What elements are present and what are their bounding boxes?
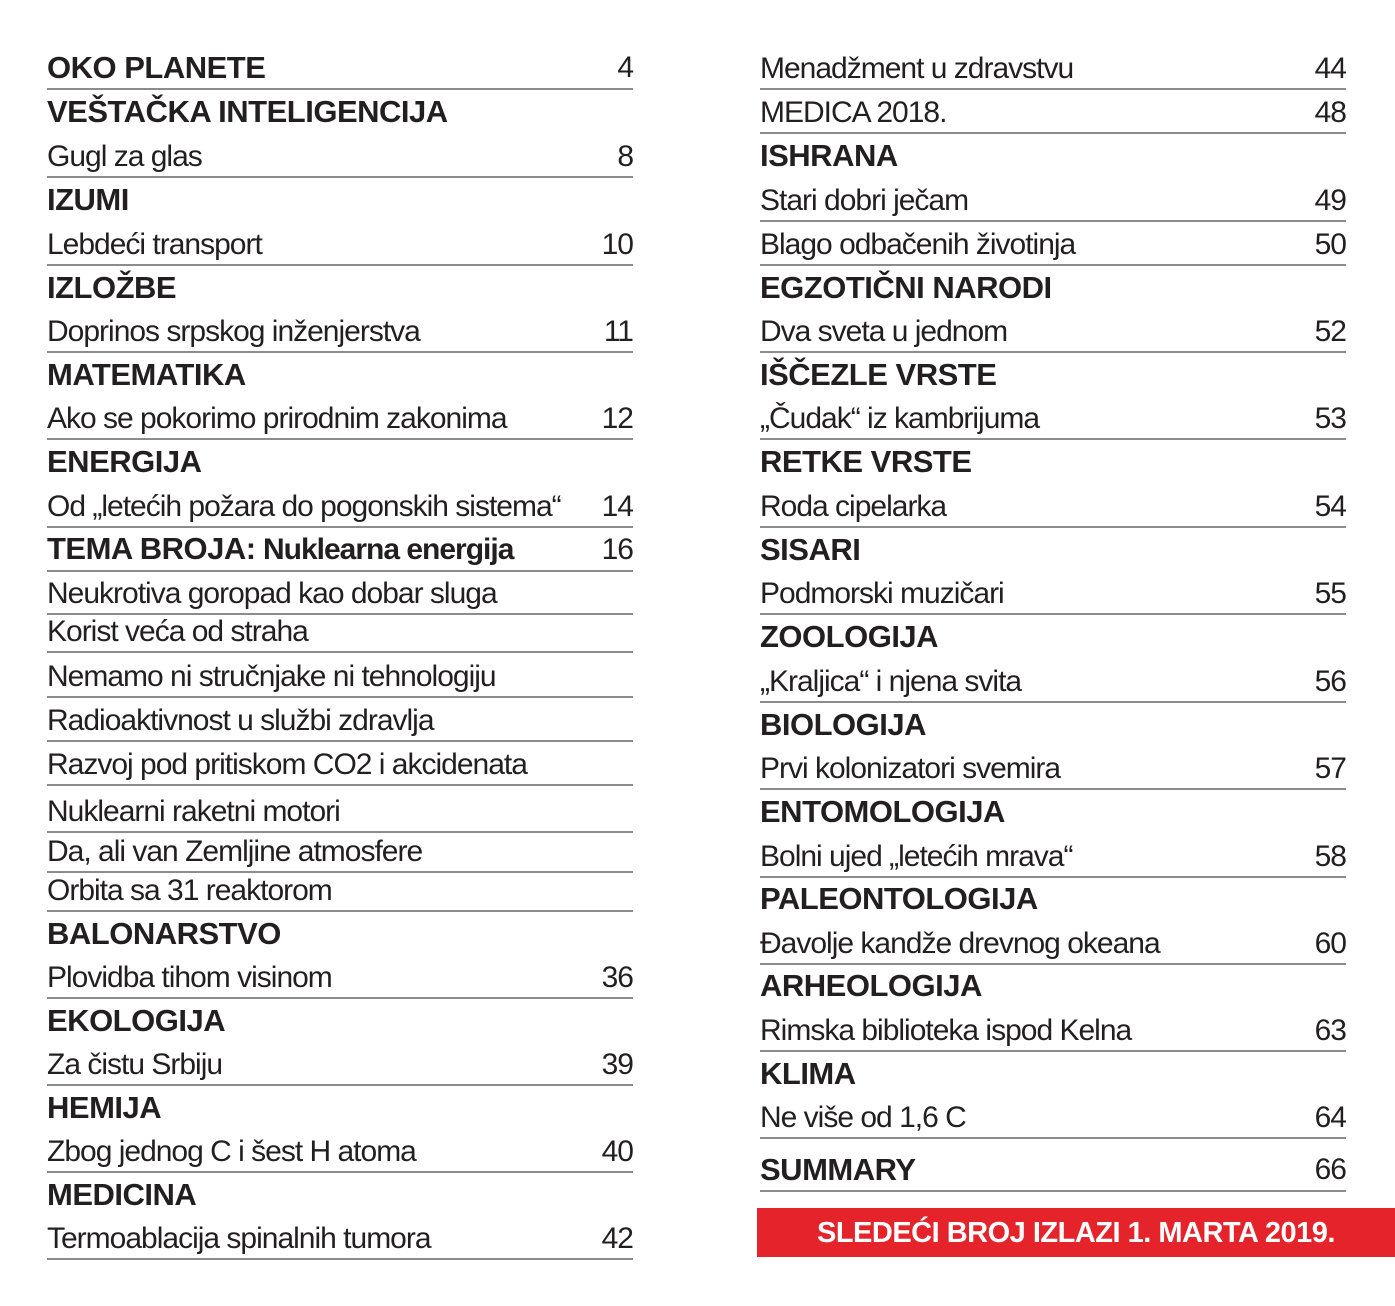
toc-entry-row bbox=[47, 868, 633, 912]
toc-entry-row bbox=[47, 654, 633, 698]
title-text: ENTOMOLOGIJA bbox=[760, 794, 1005, 829]
toc-entry-row bbox=[760, 46, 1346, 90]
page-number: 8 bbox=[617, 140, 633, 173]
toc-section-row bbox=[760, 528, 1346, 572]
page-number: 57 bbox=[1314, 752, 1346, 785]
toc-entry-row bbox=[47, 396, 633, 440]
article-title bbox=[760, 754, 1060, 784]
section-heading bbox=[760, 796, 1005, 827]
toc-section-row bbox=[760, 615, 1346, 659]
title-text: RETKE VRSTE bbox=[760, 444, 972, 479]
toc-section-row bbox=[47, 1173, 633, 1217]
toc-entry-row bbox=[760, 659, 1346, 703]
section-heading bbox=[47, 52, 265, 83]
title-text: OKO PLANETE bbox=[47, 50, 266, 85]
section-subtitle: Nuklearna energija bbox=[255, 533, 514, 566]
toc-entry-row bbox=[47, 955, 633, 999]
page-number: 36 bbox=[601, 961, 633, 994]
section-heading bbox=[47, 533, 513, 565]
title-text: Od „letećih požara do pogonskih sistema“ bbox=[47, 490, 561, 523]
title-text: Roda cipelarka bbox=[760, 490, 947, 523]
title-text: ISHRANA bbox=[760, 138, 898, 173]
toc-section-row bbox=[760, 703, 1346, 747]
toc-entry-row bbox=[47, 1042, 633, 1086]
title-text: Radioaktivnost u službi zdravlja bbox=[47, 704, 434, 737]
section-heading bbox=[47, 1005, 225, 1036]
toc-entry-row bbox=[760, 309, 1346, 353]
toc-entry-row bbox=[47, 829, 633, 873]
toc-entry-row bbox=[47, 484, 633, 528]
title-text: Za čistu Srbiju bbox=[47, 1048, 223, 1081]
article-title bbox=[47, 617, 308, 647]
title-text: „Čudak“ iz kambrijuma bbox=[760, 402, 1040, 435]
title-text: Nuklearni raketni motori bbox=[47, 795, 340, 828]
title-text: TEMA BROJA: bbox=[47, 531, 256, 566]
toc-section-row bbox=[760, 877, 1346, 921]
toc-entry-row bbox=[47, 309, 633, 353]
toc-section-row bbox=[47, 46, 633, 90]
toc-section-row bbox=[760, 440, 1346, 484]
title-text: KLIMA bbox=[760, 1056, 856, 1091]
page-number: 39 bbox=[601, 1048, 633, 1081]
title-text: IZUMI bbox=[47, 182, 129, 217]
title-text: BIOLOGIJA bbox=[760, 707, 927, 742]
toc-entry-row bbox=[760, 178, 1346, 222]
toc-entry-row bbox=[760, 90, 1346, 134]
title-text: HEMIJA bbox=[47, 1090, 162, 1125]
page-number: 56 bbox=[1314, 665, 1346, 698]
page-number: 48 bbox=[1314, 96, 1346, 129]
title-text: Prvi kolonizatori svemira bbox=[760, 752, 1061, 785]
title-text: Rimska biblioteka ispod Kelna bbox=[760, 1014, 1132, 1047]
page-number: 53 bbox=[1314, 402, 1346, 435]
article-title bbox=[47, 230, 262, 260]
title-text: ARHEOLOGIJA bbox=[760, 968, 982, 1003]
toc-entry-row bbox=[47, 698, 633, 742]
toc-entry-row bbox=[47, 1129, 633, 1173]
article-title bbox=[47, 797, 340, 827]
toc-entry-row bbox=[760, 396, 1346, 440]
toc-section-row bbox=[760, 790, 1346, 834]
toc-entry-row bbox=[760, 484, 1346, 528]
article-title bbox=[760, 1103, 966, 1133]
toc-section-row bbox=[760, 353, 1346, 397]
article-title bbox=[760, 186, 968, 216]
page-number: 44 bbox=[1314, 52, 1346, 85]
article-title bbox=[47, 963, 332, 993]
toc-section-row bbox=[47, 440, 633, 484]
toc-section-row bbox=[47, 353, 633, 397]
section-heading bbox=[47, 1092, 161, 1123]
section-heading bbox=[760, 534, 860, 565]
toc-section-row bbox=[760, 964, 1346, 1008]
toc-section-row bbox=[47, 266, 633, 310]
toc-section-row bbox=[47, 528, 633, 572]
title-text: SISARI bbox=[760, 532, 861, 567]
toc-section-row bbox=[760, 1148, 1346, 1192]
article-title bbox=[47, 1137, 416, 1167]
page-number: 42 bbox=[601, 1222, 633, 1255]
article-title bbox=[760, 667, 1021, 697]
toc-section-row bbox=[47, 1086, 633, 1130]
toc-entry-row bbox=[760, 1008, 1346, 1052]
page-number: 60 bbox=[1314, 927, 1346, 960]
toc-entry-row bbox=[760, 746, 1346, 790]
section-heading bbox=[760, 272, 1052, 303]
title-text: ENERGIJA bbox=[47, 444, 202, 479]
article-title bbox=[47, 142, 202, 172]
title-text: SUMMARY bbox=[760, 1152, 916, 1187]
toc-entry-row bbox=[47, 742, 633, 786]
title-text: Lebdeći transport bbox=[47, 228, 262, 261]
toc-entry-row bbox=[760, 222, 1346, 266]
toc-entry-row bbox=[760, 921, 1346, 965]
toc-entry-row bbox=[47, 789, 633, 833]
title-text: MATEMATIKA bbox=[47, 357, 246, 392]
article-title bbox=[47, 404, 507, 434]
page-number: 49 bbox=[1314, 184, 1346, 217]
title-text: BALONARSTVO bbox=[47, 916, 281, 951]
section-heading bbox=[760, 446, 972, 477]
title-text: PALEONTOLOGIJA bbox=[760, 881, 1038, 916]
section-heading bbox=[47, 96, 448, 127]
title-text: Da, ali van Zemljine atmosfere bbox=[47, 835, 423, 868]
toc-section-row bbox=[47, 999, 633, 1043]
page-number: 16 bbox=[601, 533, 633, 566]
section-heading bbox=[47, 1179, 196, 1210]
page-number: 54 bbox=[1314, 490, 1346, 523]
page-number: 50 bbox=[1314, 228, 1346, 261]
title-text: Blago odbačenih životinja bbox=[760, 228, 1076, 261]
page-number: 14 bbox=[601, 490, 633, 523]
title-text: Stari dobri ječam bbox=[760, 184, 969, 217]
page-number: 64 bbox=[1314, 1101, 1346, 1134]
toc-entry-row bbox=[760, 834, 1346, 878]
toc-section-row bbox=[760, 1052, 1346, 1096]
toc-entry-row bbox=[47, 609, 633, 653]
title-text: IZLOŽBE bbox=[47, 270, 177, 305]
page-number: 66 bbox=[1314, 1153, 1346, 1186]
page-number: 52 bbox=[1314, 315, 1346, 348]
article-title bbox=[47, 1224, 431, 1254]
title-text: Gugl za glas bbox=[47, 140, 202, 173]
article-title bbox=[47, 492, 561, 522]
toc-entry-row bbox=[760, 571, 1346, 615]
article-title bbox=[47, 706, 434, 736]
title-text: Podmorski muzičari bbox=[760, 577, 1004, 610]
article-title bbox=[760, 1016, 1131, 1046]
article-title bbox=[47, 579, 497, 609]
article-title bbox=[47, 876, 332, 906]
title-text: Nemamo ni stručnjake ni tehnologiju bbox=[47, 660, 496, 693]
toc-section-row bbox=[47, 90, 633, 134]
article-title bbox=[760, 842, 1072, 872]
title-text: Zbog jednog C i šest H atoma bbox=[47, 1135, 416, 1168]
title-text: Plovidba tihom visinom bbox=[47, 961, 332, 994]
article-title bbox=[760, 929, 1160, 959]
title-text: Doprinos srpskog inženjerstva bbox=[47, 315, 420, 348]
title-text: MEDICINA bbox=[47, 1177, 197, 1212]
toc-section-row bbox=[760, 134, 1346, 178]
page-number: 63 bbox=[1314, 1014, 1346, 1047]
section-heading bbox=[47, 272, 176, 303]
title-text: Ne više od 1,6 C bbox=[760, 1101, 966, 1134]
article-title bbox=[47, 662, 496, 692]
section-heading bbox=[47, 359, 246, 390]
article-title bbox=[760, 317, 1007, 347]
section-heading bbox=[760, 1058, 856, 1089]
article-title bbox=[760, 54, 1073, 84]
section-heading bbox=[760, 883, 1038, 914]
title-text: IŠČEZLE VRSTE bbox=[760, 357, 997, 392]
article-title bbox=[47, 837, 422, 867]
toc-section-row bbox=[47, 912, 633, 956]
next-issue-text: SLEDEĆI BROJ IZLAZI 1. MARTA 2019. bbox=[817, 1217, 1335, 1249]
title-text: Menadžment u zdravstvu bbox=[760, 52, 1074, 85]
toc-entry-row bbox=[47, 222, 633, 266]
title-text: ZOOLOGIJA bbox=[760, 619, 939, 654]
page-number: 10 bbox=[601, 228, 633, 261]
title-text: VEŠTAČKA INTELIGENCIJA bbox=[47, 94, 448, 129]
title-text: MEDICA 2018. bbox=[760, 96, 947, 129]
page-number: 11 bbox=[603, 315, 633, 348]
page-number: 58 bbox=[1314, 840, 1346, 873]
title-text: Korist veća od straha bbox=[47, 615, 308, 648]
toc-entry-row bbox=[47, 1216, 633, 1260]
section-heading bbox=[47, 918, 281, 949]
section-heading bbox=[760, 1154, 916, 1185]
title-text: Termoablacija spinalnih tumora bbox=[47, 1222, 431, 1255]
next-issue-banner bbox=[757, 1208, 1395, 1257]
article-title bbox=[760, 492, 946, 522]
title-text: Bolni ujed „letećih mrava“ bbox=[760, 840, 1073, 873]
title-text: EGZOTIČNI NARODI bbox=[760, 270, 1052, 305]
section-heading bbox=[47, 446, 201, 477]
toc-entry-row bbox=[760, 1095, 1346, 1139]
section-heading bbox=[760, 359, 996, 390]
title-text: Dva sveta u jednom bbox=[760, 315, 1008, 348]
section-heading bbox=[760, 621, 938, 652]
article-title bbox=[760, 98, 946, 128]
toc-section-row bbox=[47, 178, 633, 222]
page-number: 55 bbox=[1314, 577, 1346, 610]
article-title bbox=[760, 230, 1075, 260]
title-text: „Kraljica“ i njena svita bbox=[760, 665, 1022, 698]
toc-entry-row bbox=[47, 134, 633, 178]
page-number: 4 bbox=[617, 51, 633, 84]
toc-section-row bbox=[760, 266, 1346, 310]
title-text: Neukrotiva goropad kao dobar sluga bbox=[47, 577, 497, 610]
title-text: EKOLOGIJA bbox=[47, 1003, 226, 1038]
section-heading bbox=[47, 184, 129, 215]
article-title bbox=[47, 750, 527, 780]
article-title bbox=[760, 404, 1039, 434]
page-number: 12 bbox=[601, 402, 633, 435]
section-heading bbox=[760, 709, 926, 740]
article-title bbox=[760, 579, 1004, 609]
title-text: Đavolje kandže drevnog okeana bbox=[760, 927, 1160, 960]
title-text: Ako se pokorimo prirodnim zakonima bbox=[47, 402, 507, 435]
page-number: 40 bbox=[601, 1135, 633, 1168]
article-title bbox=[47, 317, 420, 347]
article-title bbox=[47, 1050, 222, 1080]
title-text: Orbita sa 31 reaktorom bbox=[47, 874, 332, 907]
section-heading bbox=[760, 970, 982, 1001]
title-text: Razvoj pod pritiskom CO2 i akcidenata bbox=[47, 748, 527, 781]
section-heading bbox=[760, 140, 898, 171]
